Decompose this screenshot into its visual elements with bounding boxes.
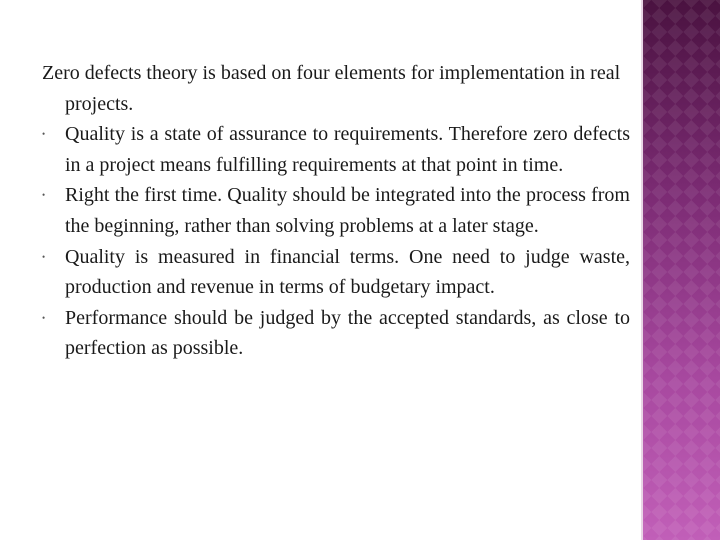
bullet-text: Quality is a state of assurance to requirements. Therefore zero defects in a project means fulfilling requirements at that point in time. xyxy=(65,123,630,176)
bullet-item xyxy=(42,303,630,364)
bullet-list xyxy=(42,119,630,364)
bullet-dot-icon: • xyxy=(42,190,46,201)
slide-body xyxy=(42,58,630,364)
intro-paragraph: Zero defects theory is based on four elements for implementation in real projects. xyxy=(42,62,621,115)
bullet-text: Right the first time. Quality should be integrated into the process from the beginning, rather than solving problems at a later stage. xyxy=(65,184,630,237)
bullet-text: Quality is measured in financial terms. One need to judge waste, production and revenue in terms of budgetary impact. xyxy=(65,245,630,299)
bullet-dot-icon: • xyxy=(42,251,46,262)
bullet-dot-icon: • xyxy=(42,129,46,140)
bullet-item xyxy=(42,242,630,303)
decorative-side-panel xyxy=(643,0,720,540)
bullet-item xyxy=(42,119,630,180)
bullet-dot-icon: • xyxy=(42,312,46,323)
bullet-item xyxy=(42,180,630,241)
bullet-text: Performance should be judged by the accepted standards, as close to perfection as possible. xyxy=(65,306,630,360)
